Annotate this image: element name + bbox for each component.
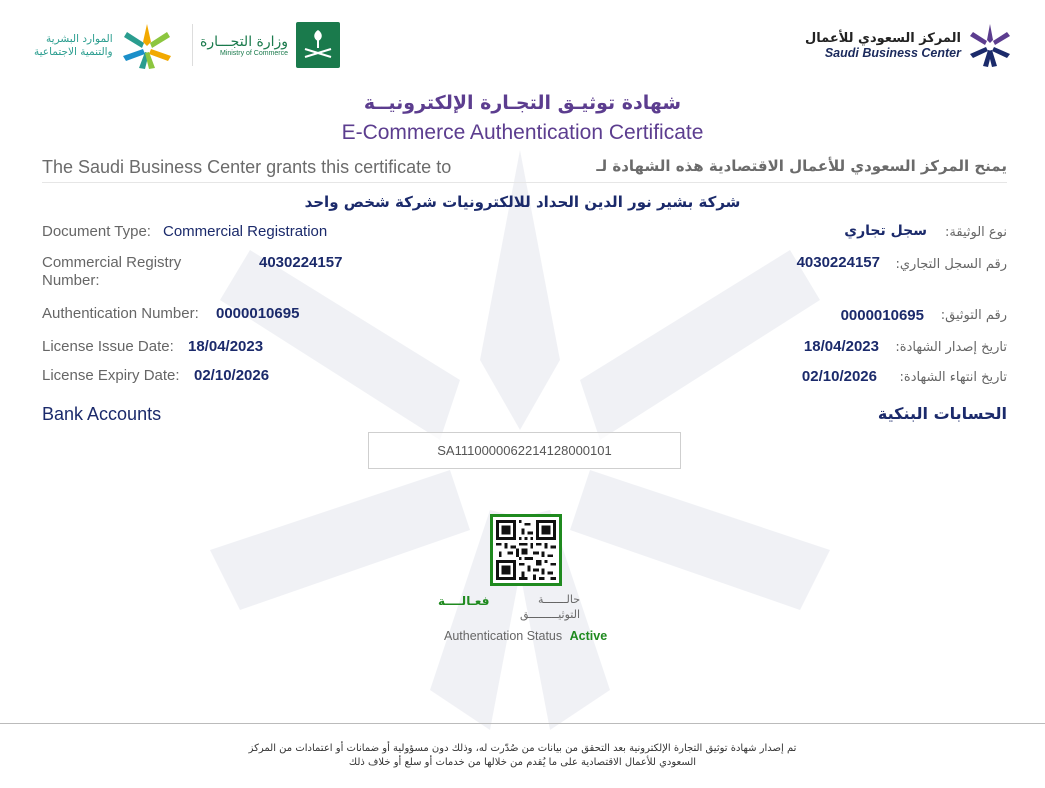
saudi-emblem-icon: [296, 22, 340, 68]
doc-type-value-en: Commercial Registration: [163, 223, 328, 240]
hrsd-star-icon: [119, 22, 175, 70]
status-line-en: [444, 629, 607, 643]
hrsd-name-line1: الموارد البشرية: [46, 33, 113, 45]
status-label-ar: [500, 592, 580, 622]
doc-type-label-en: Document Type:: [42, 223, 151, 240]
auth-number-label-ar: رقم التوثيق:: [940, 308, 1007, 323]
certificate-title-en: E-Commerce Authentication Certificate: [341, 121, 704, 144]
grant-statement-ar: يمنح المركز السعودي للأعمال الاقتصادية هذه الشهادة لـ: [596, 157, 1007, 175]
cr-number-label-en: Commercial Registry Number:: [42, 254, 182, 289]
auth-number-label-en: Authentication Number:: [42, 305, 199, 322]
cr-number-value-en: 4030224157: [259, 254, 343, 271]
footer-line-1: تم إصدار شهادة توثيق التجارة الإلكترونية بعد التحقق من بيانات من صُدّرت له، وذلك دون مسؤولية أو ضمانات أو اعتمادات من المركز: [248, 743, 797, 754]
cr-number-label-ar: رقم السجل التجاري:: [895, 257, 1007, 272]
doc-type-label-ar: نوع الوثيقة:: [945, 225, 1007, 240]
status-value-ar: فعـالــــة: [438, 594, 490, 608]
footer-divider: [0, 723, 1045, 724]
issue-date-value-ar: 18/04/2023: [803, 338, 879, 355]
auth-number-value-en: 0000010695: [216, 305, 300, 322]
status-label-ar-line1: حالـــــــة: [538, 593, 580, 606]
expiry-date-label-en: License Expiry Date:: [42, 367, 180, 384]
hrsd-logo: [34, 22, 175, 70]
issue-date-label-en: License Issue Date:: [42, 338, 174, 355]
status-label-en: Authentication Status: [444, 629, 563, 643]
status-value-en: Active: [569, 629, 608, 643]
iban-field: SA1110000062214128000101: [368, 432, 681, 469]
sbc-name-en: Saudi Business Center: [824, 45, 961, 60]
qr-code[interactable]: [490, 514, 562, 586]
company-name: شركة بشير نور الدين الحداد للالكترونيات شركة شخص واحد: [304, 193, 741, 211]
sbc-name-ar: المركز السعودي للأعمال: [805, 30, 961, 46]
footer-line-2: السعودي للأعمال الاقتصادية على ما يُقدم من خلالها من خدمات أو سلع أو خلاف ذلك: [348, 757, 697, 768]
grant-statement-en: The Saudi Business Center grants this certificate to: [42, 157, 452, 177]
auth-number-value-ar: 0000010695: [840, 307, 924, 324]
moc-name-ar: وزارة التجـــارة: [200, 33, 289, 50]
header-divider: [192, 24, 193, 66]
moc-name-en: Ministry of Commerce: [219, 49, 289, 57]
bank-accounts-heading-en: Bank Accounts: [42, 404, 162, 424]
moc-logo: [200, 22, 340, 68]
certificate-title-ar: شهادة توثيـق التجـارة الإلكترونيــة: [363, 92, 682, 114]
doc-type-value-ar: سجل تجاري: [844, 223, 927, 239]
sbc-star-icon: [967, 22, 1013, 68]
grant-divider: [42, 182, 1007, 183]
status-label-ar-line2: التوثيـــــــــق: [520, 608, 580, 621]
expiry-date-value-en: 02/10/2026: [194, 367, 270, 384]
expiry-date-value-ar: 02/10/2026: [801, 368, 877, 385]
issue-date-value-en: 18/04/2023: [188, 338, 264, 355]
cr-number-value-ar: 4030224157: [796, 254, 880, 271]
issue-date-label-ar: تاريخ إصدار الشهادة:: [895, 340, 1007, 355]
bank-accounts-heading-ar: الحسابات البنكية: [877, 404, 1007, 423]
sbc-logo: [805, 22, 1013, 68]
footer-disclaimer: [0, 742, 1045, 770]
hrsd-name-line2: والتنمية الاجتماعية: [34, 46, 113, 58]
expiry-date-label-ar: تاريخ انتهاء الشهادة:: [899, 370, 1007, 385]
qr-code-icon: [496, 520, 556, 580]
